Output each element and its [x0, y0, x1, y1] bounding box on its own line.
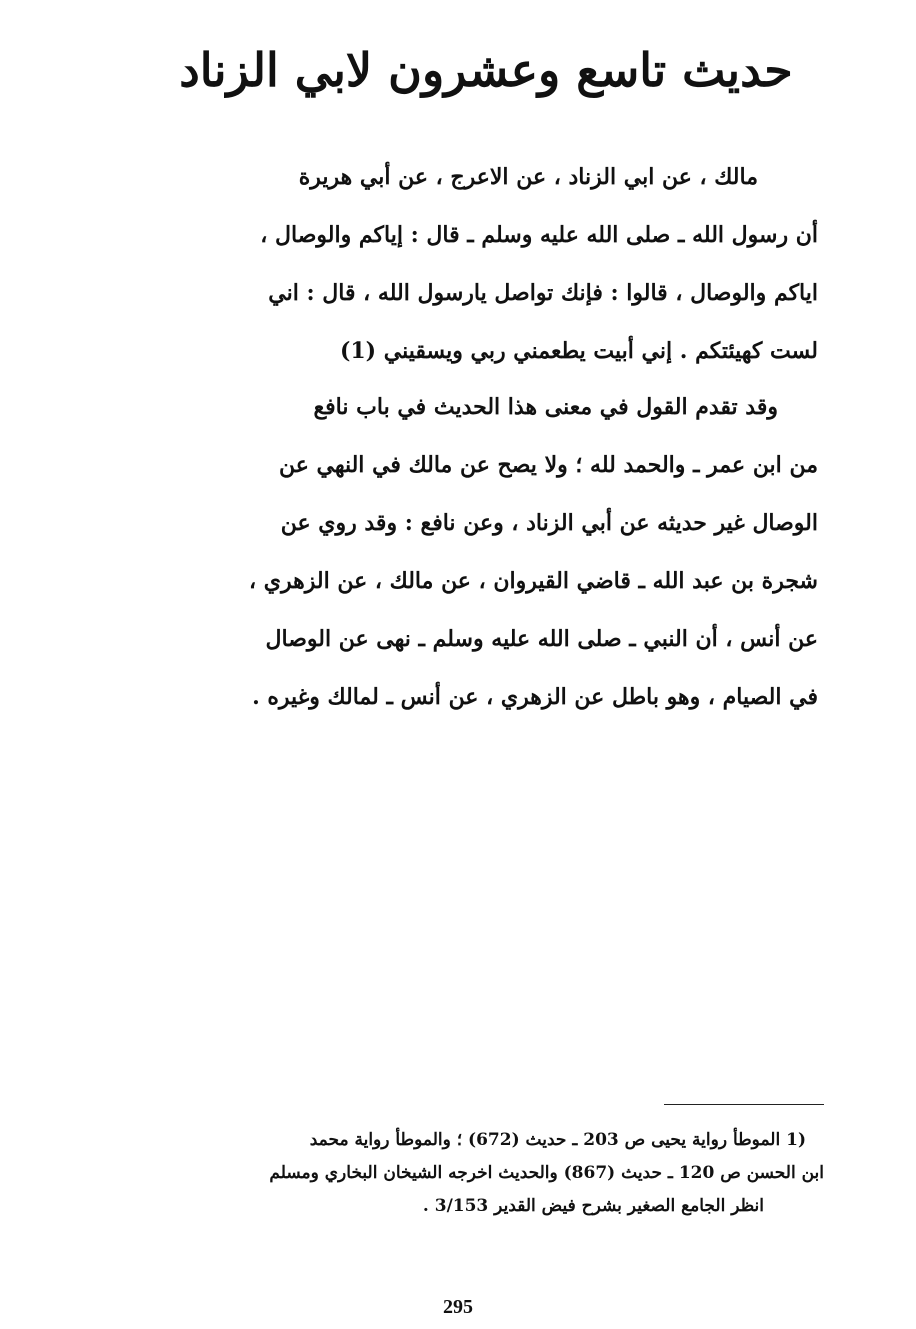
text-line: الوصال غير حديثه عن أبي الزناد ، وعن نافع : وقد روي عن — [280, 510, 818, 536]
footnote-divider — [664, 1104, 824, 1105]
text-line: وقد تقدم القول في معنى هذا الحديث في باب نافع — [313, 394, 778, 420]
footnotes — [164, 1124, 824, 1223]
text-line: عن أنس ، أن النبي ـ صلى الله عليه وسلم ـ نهى عن الوصال — [265, 626, 818, 652]
footnote-line: (1 الموطأ رواية يحيى ص 203 ـ حديث (672) ؛ والموطأ رواية محمد — [309, 1130, 806, 1150]
text-line: أن رسول الله ـ صلى الله عليه وسلم ـ قال : إياكم والوصال ، — [260, 222, 818, 248]
text-line: اياكم والوصال ، قالوا : فإنك تواصل يارسول الله ، قال : اني — [268, 280, 818, 306]
text-line: لست كهيئتكم . إني أبيت يطعمني ربي ويسقيني (1) — [339, 338, 818, 364]
paragraph-commentary — [168, 378, 818, 726]
footnote-line: ابن الحسن ص 120 ـ حديث (867) والحديث اخرجه الشيخان البخاري ومسلم — [269, 1163, 824, 1183]
paragraph-hadith-text — [168, 148, 818, 380]
page-number: 295 — [443, 1296, 473, 1318]
text-line: من ابن عمر ـ والحمد لله ؛ ولا يصح عن مالك في النهي عن — [278, 452, 818, 478]
footnote-line: انظر الجامع الصغير بشرح فيض القدير 3/153 . — [422, 1196, 764, 1216]
text-line: مالك ، عن ابي الزناد ، عن الاعرج ، عن أبي هريرة — [298, 164, 758, 190]
text-line: في الصيام ، وهو باطل عن الزهري ، عن أنس ـ لمالك وغيره . — [252, 684, 818, 710]
chapter-title: حديث تاسع وعشرون لابي الزناد — [179, 43, 793, 97]
text-line: شجرة بن عبد الله ـ قاضي القيروان ، عن مالك ، عن الزهري ، — [249, 568, 818, 594]
